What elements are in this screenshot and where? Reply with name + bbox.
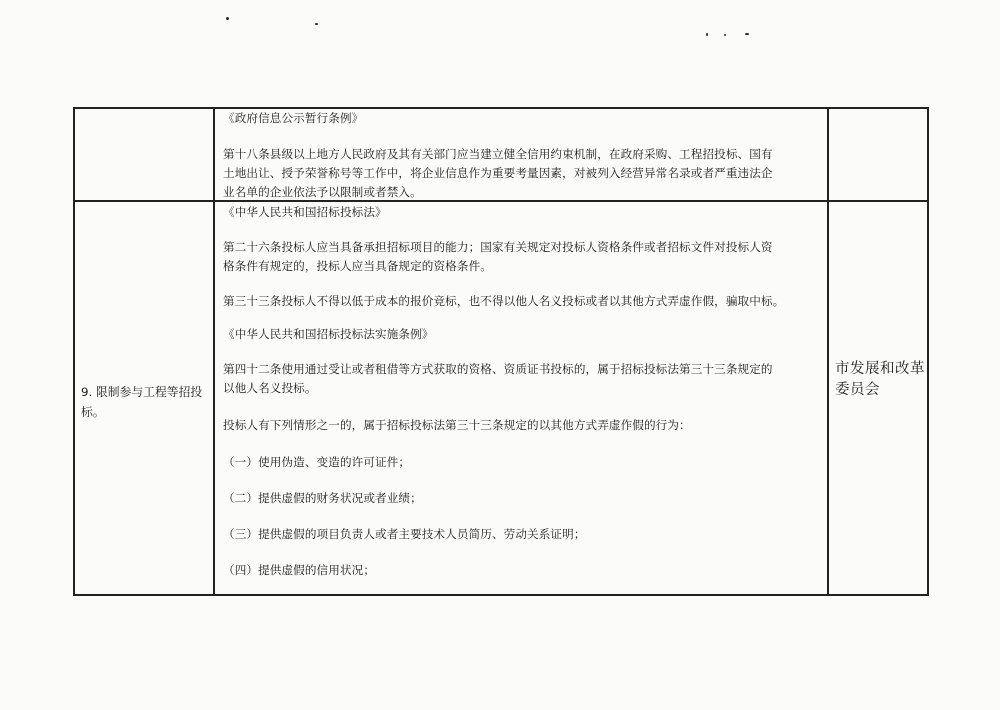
article-text: 业名单的企业依法予以限制或者禁入。 (223, 185, 422, 199)
law-title-bidding-law: 《中华人民共和国招标投标法》 (223, 205, 387, 219)
table-border-top (73, 107, 929, 109)
scan-speck (706, 33, 708, 36)
scan-speck (745, 33, 749, 35)
law-title-info-disclosure: 《政府信息公示暂行条例》 (223, 111, 364, 125)
scan-speck (315, 23, 318, 25)
article-text: 土地出让、授予荣誉称号等工作中，将企业信息作为重要考量因素，对被列入经营异常名录或者严重违法企 (223, 166, 773, 180)
scan-speck (226, 17, 229, 20)
article-text: 第二十六条投标人应当具备承担招标项目的能力；国家有关规定对投标人资格条件或者招标文件对投标人资 (223, 240, 773, 254)
list-item: （一）使用伪造、变造的许可证件； (223, 455, 411, 469)
table-border-left (73, 107, 75, 596)
table-border-right (927, 107, 929, 596)
list-item: （四）提供虚假的信用状况； (223, 563, 376, 577)
list-item: （三）提供虚假的项目负责人或者主要技术人员简历、劳动关系证明； (223, 527, 586, 541)
row-divider (73, 200, 929, 202)
law-title-bidding-regulation: 《中华人民共和国招标投标法实施条例》 (223, 327, 434, 341)
article-text: 以他人名义投标。 (223, 381, 317, 395)
article-text: 投标人有下列情形之一的，属于招标投标法第三十三条规定的以其他方式弄虚作假的行为： (223, 418, 691, 432)
department-name: 市发展和改革委员会 (835, 361, 925, 398)
table-border-bottom (73, 594, 929, 596)
article-text: 格条件有规定的，投标人应当具备规定的资格条件。 (223, 259, 492, 273)
list-item: （二）提供虚假的财务状况或者业绩； (223, 491, 422, 505)
article-text: 第四十二条使用通过受让或者租借等方式获取的资格、资质证书投标的，属于招标投标法第三十三条规定的 (223, 362, 773, 376)
article-text: 第三十三条投标人不得以低于成本的报价竞标，也不得以他人名义投标或者以其他方式弄虚作假，骗取中标。 (223, 294, 785, 308)
document-table (73, 107, 929, 596)
item-title: 9. 限制参与工程等招投标。 (81, 385, 203, 419)
table-divider-1 (213, 107, 215, 596)
article-text: 第十八条县级以上地方人民政府及其有关部门应当建立健全信用约束机制，在政府采购、工程招投标、国有 (223, 147, 773, 161)
table-divider-2 (827, 107, 829, 596)
scan-speck (724, 34, 726, 36)
